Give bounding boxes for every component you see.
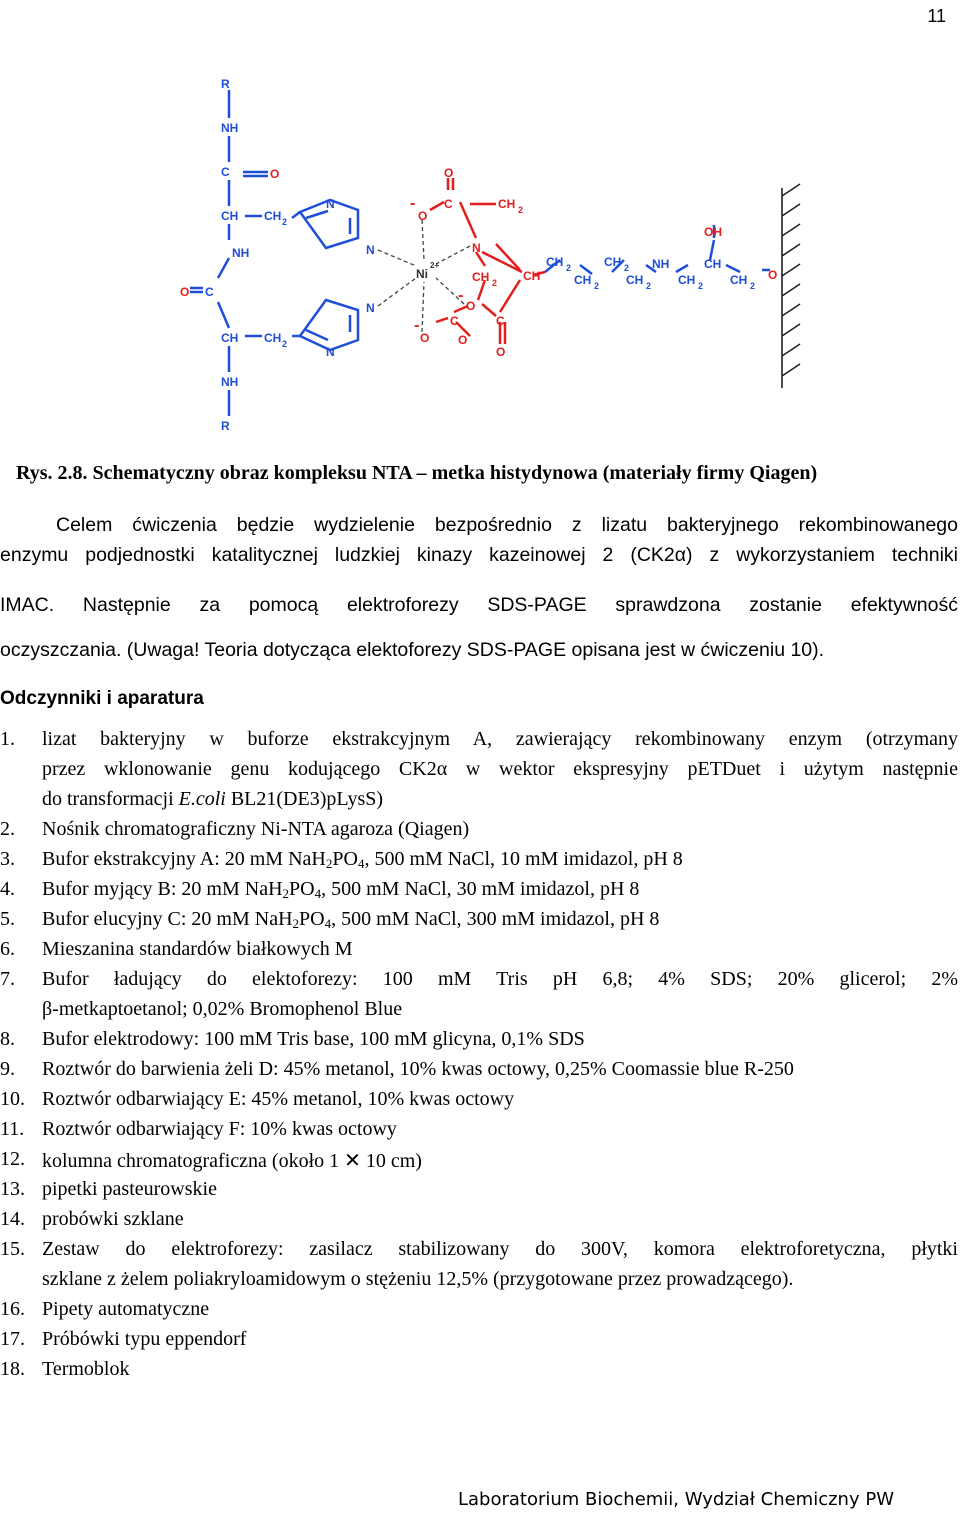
svg-text:O: O xyxy=(270,167,280,181)
svg-text:N: N xyxy=(366,301,375,315)
svg-text:2: 2 xyxy=(518,205,524,215)
section-heading: Odczynniki i aparatura xyxy=(0,688,204,709)
intro-line-3: IMAC. Następnie za pomocą elektroforezy SDS-PAGE sprawdzona zostanie efektywność xyxy=(0,594,958,616)
svg-text:N: N xyxy=(366,243,375,257)
intro-line-1: Celem ćwiczenia będzie wydzielenie bezpośrednio z lizatu bakteryjnego rekombinowanego xyxy=(56,514,958,536)
svg-text:NH: NH xyxy=(221,375,239,389)
svg-text:CH: CH xyxy=(678,273,696,287)
svg-text:O: O xyxy=(768,268,778,282)
svg-text:O: O xyxy=(420,331,430,345)
svg-text:R: R xyxy=(221,77,230,91)
svg-text:NH: NH xyxy=(652,257,670,271)
svg-text:C: C xyxy=(444,197,453,211)
peptide-labels xyxy=(180,77,755,433)
solid-support xyxy=(782,184,800,388)
svg-text:N: N xyxy=(472,241,481,255)
list-item-continuation: do transformacji E.coli BL21(DE3)pLysS) xyxy=(42,788,384,810)
svg-text:C: C xyxy=(450,314,459,328)
svg-text:CH: CH xyxy=(704,257,722,271)
intro-line-2: enzymu podjednostki katalitycznej ludzkiej kinazy kazeinowej 2 (CK2α) z wykorzystaniem techniki xyxy=(0,544,958,566)
svg-text:-: - xyxy=(414,317,420,334)
svg-text:CH: CH xyxy=(626,273,644,287)
svg-text:N: N xyxy=(326,197,335,211)
svg-text:O: O xyxy=(496,345,506,359)
figure-caption: Rys. 2.8. Schematyczny obraz kompleksu NTA – metka histydynowa (materiały firmy Qiagen) xyxy=(16,462,818,484)
svg-text:C: C xyxy=(221,165,230,179)
svg-text:O: O xyxy=(466,299,476,313)
svg-text:N: N xyxy=(326,345,335,359)
svg-text:CH: CH xyxy=(604,255,622,269)
svg-text:CH: CH xyxy=(730,273,748,287)
svg-text:2: 2 xyxy=(594,281,600,291)
svg-text:2: 2 xyxy=(282,339,288,349)
svg-text:2: 2 xyxy=(492,278,498,288)
svg-text:CH: CH xyxy=(498,197,516,211)
svg-text:NH: NH xyxy=(221,121,239,135)
nickel-charge: 2+ xyxy=(430,261,440,270)
svg-text:C: C xyxy=(496,314,505,328)
svg-text:CH: CH xyxy=(221,209,239,223)
svg-text:C: C xyxy=(205,285,214,299)
page-number: 11 xyxy=(927,6,946,26)
svg-text:O: O xyxy=(180,285,190,299)
svg-text:CH: CH xyxy=(523,269,541,283)
svg-text:O: O xyxy=(418,209,428,223)
nickel-label: Ni xyxy=(416,267,428,281)
svg-text:2: 2 xyxy=(646,281,652,291)
svg-text:CH: CH xyxy=(264,209,282,223)
list-item-continuation: β-metkaptoetanol; 0,02% Bromophenol Blue xyxy=(42,998,403,1020)
svg-text:CH: CH xyxy=(574,273,592,287)
intro-line-4: oczyszczania. (Uwaga! Teoria dotycząca elektoforezy SDS-PAGE opisana jest w ćwiczeniu 10). xyxy=(0,639,825,661)
svg-text:CH: CH xyxy=(546,255,564,269)
svg-text:R: R xyxy=(221,419,230,433)
svg-text:-: - xyxy=(410,195,416,212)
svg-text:NH: NH xyxy=(232,246,250,260)
list-item-continuation: przez wklonowanie genu kodującego CK2α w wektor ekspresyjny pETDuet i użytym następnie xyxy=(42,758,958,780)
svg-text:O: O xyxy=(458,333,468,347)
svg-text:O: O xyxy=(444,166,454,180)
svg-text:2: 2 xyxy=(566,263,572,273)
page-footer: Laboratorium Biochemii, Wydział Chemiczny PW xyxy=(457,1489,894,1510)
svg-text:2: 2 xyxy=(624,263,630,273)
svg-text:OH: OH xyxy=(704,225,722,239)
nta-histidine-complex-diagram xyxy=(0,60,960,440)
svg-text:2: 2 xyxy=(282,217,288,227)
svg-text:CH: CH xyxy=(472,270,490,284)
list-item-continuation: szklane z żelem poliakryloamidowym o stężeniu 12,5% (przygotowane przez prowadzącego). xyxy=(42,1268,794,1290)
svg-text:2: 2 xyxy=(698,281,704,291)
svg-text:CH: CH xyxy=(221,331,239,345)
svg-text:2: 2 xyxy=(750,281,756,291)
svg-text:-: - xyxy=(458,287,464,304)
svg-text:CH: CH xyxy=(264,331,282,345)
